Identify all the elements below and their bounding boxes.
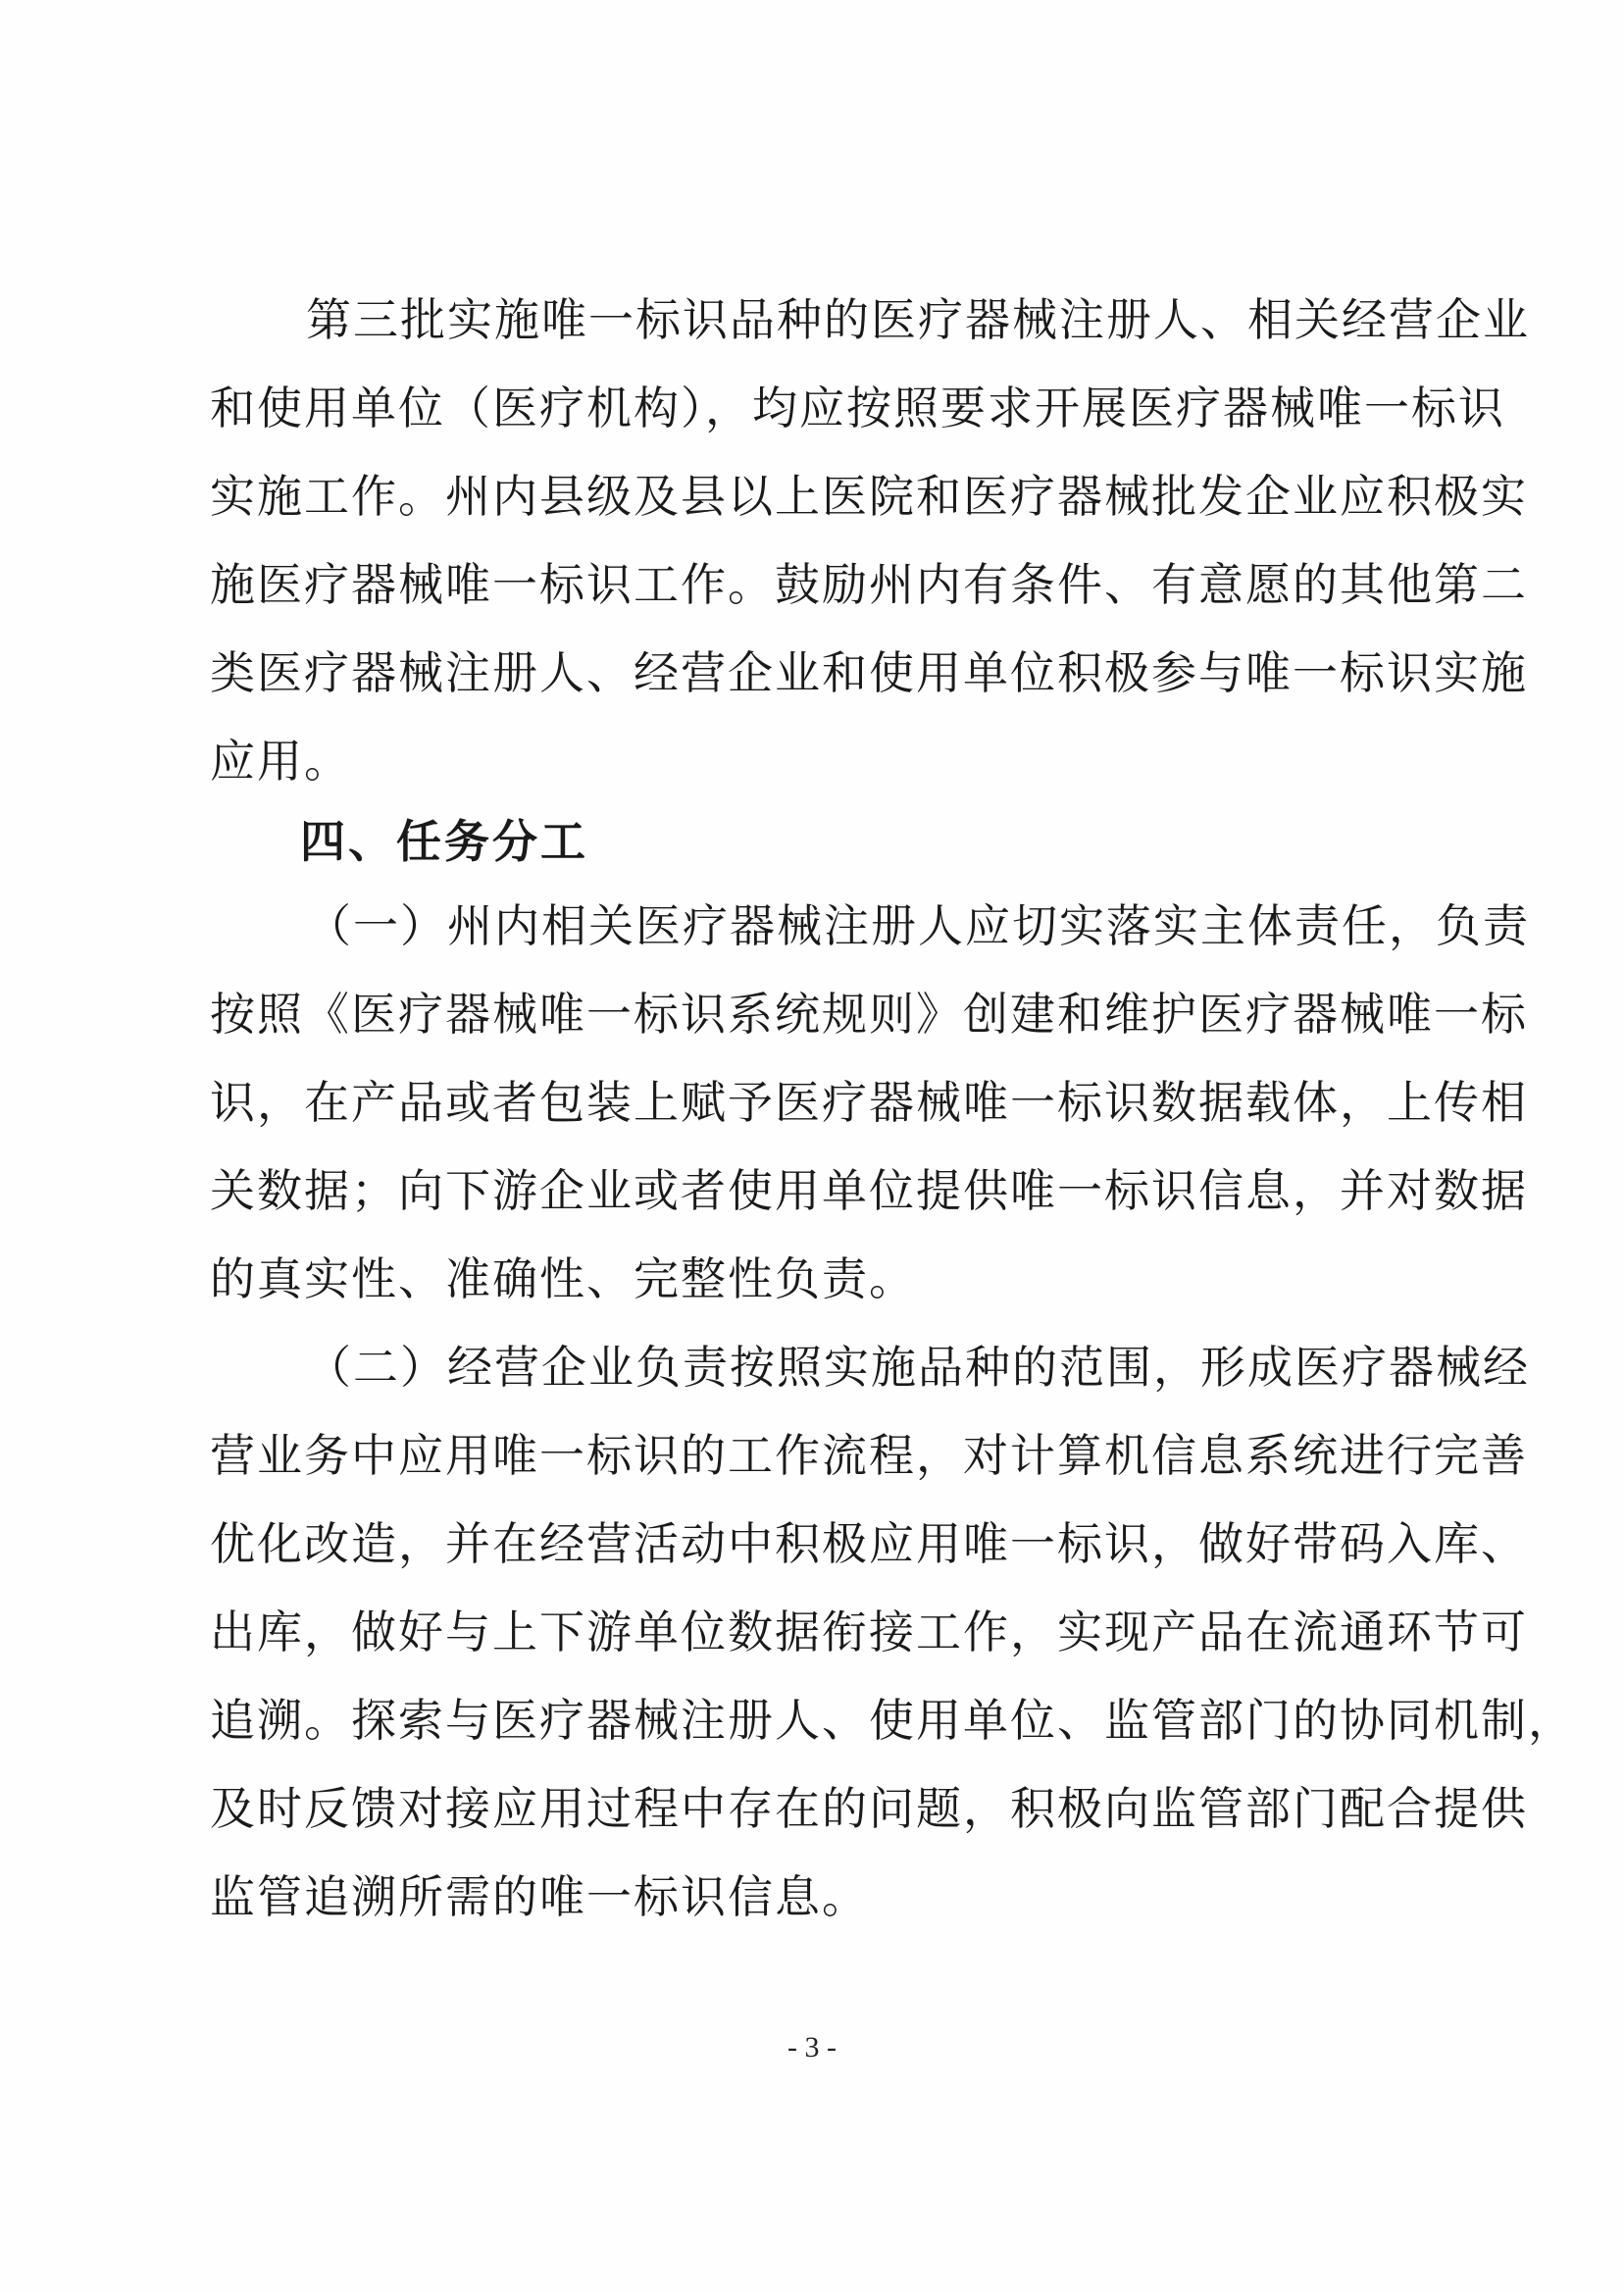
paragraph-1-line-2: 和使用单位（医疗机构），均应按照要求开展医疗器械唯一标识 — [210, 382, 1505, 434]
paragraph-1-line-6: 应用。 — [210, 735, 351, 788]
paragraph-2-line-4: 关数据；向下游企业或者使用单位提供唯一标识信息，并对数据 — [210, 1164, 1528, 1217]
paragraph-3-line-6: 及时反馈对接应用过程中存在的问题，积极向监管部门配合提供 — [210, 1782, 1528, 1835]
paragraph-1-line-1: 第三批实施唯一标识品种的医疗器械注册人、相关经营企业 — [306, 293, 1530, 346]
paragraph-3-line-5: 追溯。探索与医疗器械注册人、使用单位、监管部门的协同机制， — [210, 1694, 1575, 1747]
paragraph-2-line-5: 的真实性、准确性、完整性负责。 — [210, 1252, 916, 1305]
paragraph-3-line-4: 出库，做好与上下游单位数据衔接工作，实现产品在流通环节可 — [210, 1605, 1528, 1658]
paragraph-3-line-2: 营业务中应用唯一标识的工作流程，对计算机信息系统进行完善 — [210, 1429, 1528, 1482]
page-number: - 3 - — [787, 2031, 837, 2064]
paragraph-3-line-1: （二）经营企业负责按照实施品种的范围，形成医疗器械经 — [306, 1341, 1530, 1394]
paragraph-2-line-2: 按照《医疗器械唯一标识系统规则》创建和维护医疗器械唯一标 — [210, 988, 1528, 1041]
paragraph-1-line-3: 实施工作。州内县级及县以上医院和医疗器械批发企业应积极实 — [210, 470, 1528, 523]
section-heading: 四、任务分工 — [300, 815, 588, 868]
paragraph-1-line-5: 类医疗器械注册人、经营企业和使用单位积极参与唯一标识实施 — [210, 646, 1528, 699]
paragraph-3-line-7: 监管追溯所需的唯一标识信息。 — [210, 1870, 869, 1923]
paragraph-1-line-4: 施医疗器械唯一标识工作。鼓励州内有条件、有意愿的其他第二 — [210, 558, 1528, 611]
paragraph-3-line-3: 优化改造，并在经营活动中积极应用唯一标识，做好带码入库、 — [210, 1517, 1528, 1570]
paragraph-2-line-1: （一）州内相关医疗器械注册人应切实落实主体责任，负责 — [306, 899, 1530, 952]
paragraph-2-line-3: 识，在产品或者包装上赋予医疗器械唯一标识数据载体，上传相 — [210, 1076, 1528, 1129]
